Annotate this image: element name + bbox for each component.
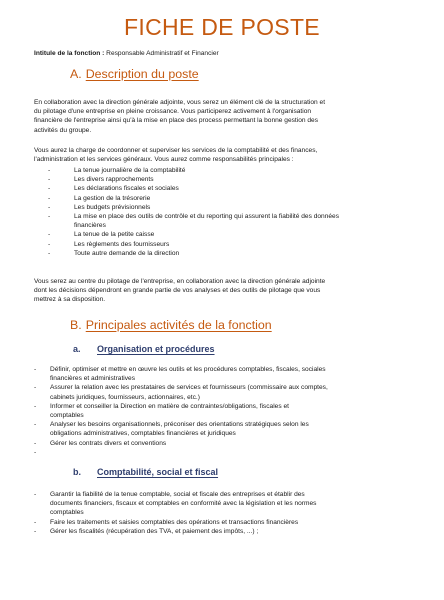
list-item: - Informer et conseiller la Direction en matière de contraintes/obligations, fiscales et comptables	[34, 402, 289, 420]
comptabilite-list	[34, 490, 418, 536]
paragraph-line: En collaboration avec la direction générale adjointe, vous serez un élément clé de la structuration et	[34, 99, 326, 106]
section-a-paragraph-3	[34, 277, 416, 305]
list-item: - Les règlements des fournisseurs	[48, 240, 170, 248]
subsection-a-title: Organisation et procédures	[97, 344, 215, 354]
paragraph-line: Vous serez au centre du pilotage de l'entreprise, en collaboration avec la direction générale adjointe	[34, 278, 326, 285]
paragraph-line: mettrez à sa disposition.	[34, 296, 106, 304]
subsection-b-number: b.	[73, 467, 81, 477]
job-title-value: Responsable Administratif et Financier	[104, 50, 219, 57]
list-item: - La tenue de la petite caisse	[48, 231, 155, 239]
list-item: - Les divers rapprochements	[48, 176, 154, 184]
section-a-paragraph-1	[34, 98, 416, 135]
paragraph-line: du pilotage d'une entreprise en pleine croissance. Vous participerez activement à l'organisation	[34, 108, 312, 116]
list-item: - La tenue journalière de la comptabilité	[48, 167, 186, 174]
subsection-a-heading	[73, 344, 215, 354]
list-item: -	[34, 448, 37, 456]
list-item: - Gérer les fiscalités (récupération des TVA, et paiement des impôts, ...) ;	[34, 527, 259, 535]
subsection-b-title: Comptabilité, social et fiscal	[97, 467, 219, 477]
page-title: FICHE DE POSTE	[124, 14, 320, 40]
list-item: - Les déclarations fiscales et sociales	[48, 185, 179, 193]
paragraph-line: dont les décisions dépendront en grande partie de vos analyses et des outils de pilotage que vous	[34, 287, 321, 295]
list-item: - Assurer la relation avec les prestataires de services et fournisseurs (commissaire aux comptes, cabinets juridiques, fournisseurs, actionnaires, etc.)	[34, 384, 328, 401]
job-title-line	[34, 50, 219, 57]
section-b-number: B.	[70, 318, 82, 332]
responsibilities-list	[48, 166, 339, 258]
list-item: - Toute autre demande de la direction	[48, 249, 180, 257]
list-item: - Définir, optimiser et mettre en œuvre les outils et les procédures comptables, fiscales, sociales financières et administratives	[34, 366, 326, 383]
list-item: - La mise en place des outils de contrôle et du reporting qui assurent la fiabilité des données financières	[48, 213, 340, 230]
section-a-number: A.	[70, 67, 82, 81]
job-title-label: Intitule de la fonction :	[34, 50, 105, 57]
section-a-paragraph-2	[34, 146, 416, 164]
paragraph-line: Vous aurez la charge de coordonner et superviser les services de la comptabilité et des finances,	[34, 147, 318, 154]
list-item: - Analyser les besoins organisationnels, préconiser des orientations stratégiques selon les obligations administratives, comptables financières et juridiques	[34, 421, 309, 438]
list-item: - Faire les traitements et saisies comptables des opérations et transactions financières	[34, 518, 299, 526]
list-item: - Gérer les contrats divers et conventions	[34, 439, 167, 447]
paragraph-line: financière de l'entreprise ainsi qu'à la mise en place des process permettant la bonne gestion des	[34, 117, 319, 125]
paragraph-line: activités du groupe.	[34, 126, 92, 134]
list-item: - La gestion de la trésorerie	[48, 194, 151, 202]
section-b-heading	[70, 318, 272, 332]
section-b-title: Principales activités de la fonction	[85, 318, 272, 332]
list-item: - Les budgets prévisionnels	[48, 203, 151, 211]
section-a-title: Description du poste	[85, 67, 199, 81]
subsection-a-number: a.	[73, 344, 81, 354]
section-a-heading	[70, 67, 199, 81]
subsection-b-heading	[73, 467, 218, 477]
paragraph-line: l'administration et les services généraux. Vous aurez comme responsabilités principales :	[34, 156, 294, 164]
organisation-list	[34, 365, 418, 457]
list-item: - Garantir la fiabilité de la tenue comptable, social et fiscale des entreprises et établir des documents financiers, fiscaux et comptables en conformité avec la législation et les normes comptables	[34, 491, 317, 517]
